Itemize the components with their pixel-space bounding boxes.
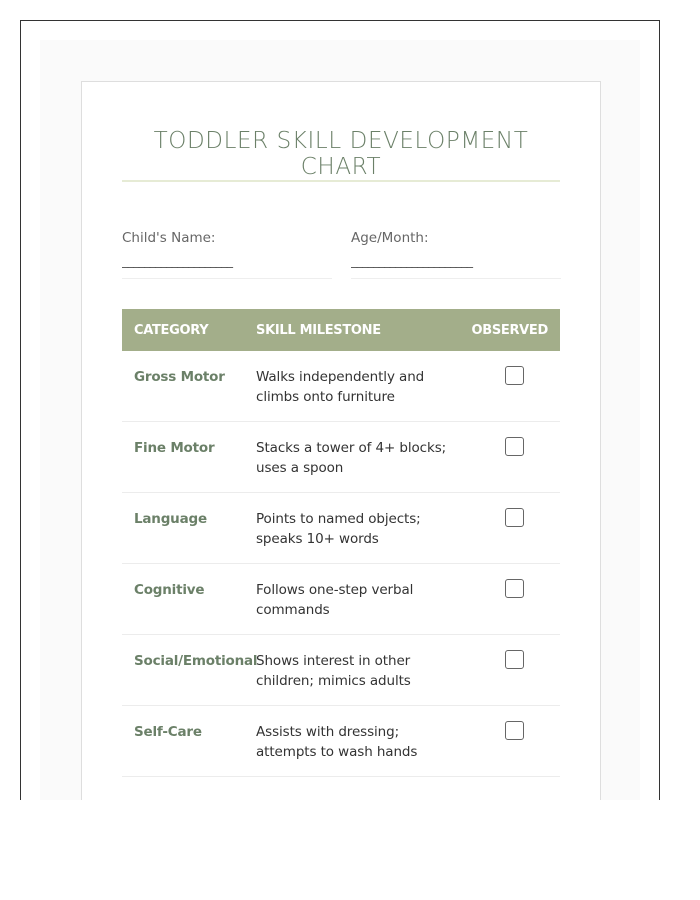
observed-checkbox[interactable]	[505, 508, 524, 527]
header-category: CATEGORY	[134, 322, 209, 338]
table-row	[122, 351, 560, 422]
skill-text-line: speaks 10+ words	[256, 531, 379, 547]
skill-text-line: climbs onto furniture	[256, 389, 395, 405]
skill-cell	[256, 422, 462, 478]
skill-cell	[256, 564, 462, 620]
observed-checkbox[interactable]	[505, 650, 524, 669]
category-cell: Language	[134, 511, 207, 527]
skill-text-line: uses a spoon	[256, 460, 344, 476]
table-header	[122, 309, 560, 351]
table-row	[122, 706, 560, 777]
observed-checkbox[interactable]	[505, 366, 524, 385]
skill-cell	[256, 706, 462, 762]
category-cell: Social/Emotional	[134, 653, 258, 669]
skill-text-line: Shows interest in other	[256, 653, 411, 669]
child-name-blank[interactable]: ____________________	[122, 254, 232, 269]
table-row	[122, 564, 560, 635]
child-name-label: Child's Name:	[122, 230, 216, 246]
table-row	[122, 422, 560, 493]
age-month-field[interactable]	[351, 230, 561, 269]
category-cell: Gross Motor	[134, 369, 225, 385]
header-observed: OBSERVED	[471, 322, 548, 338]
skill-text-line: Assists with dressing;	[256, 724, 400, 740]
age-month-label: Age/Month:	[351, 230, 429, 246]
skill-text-line: Points to named objects;	[256, 511, 421, 527]
category-cell: Fine Motor	[134, 440, 215, 456]
observed-checkbox[interactable]	[505, 721, 524, 740]
skill-text-line: children; mimics adults	[256, 673, 411, 689]
skill-cell	[256, 635, 462, 691]
observed-checkbox[interactable]	[505, 437, 524, 456]
title-divider	[122, 180, 560, 182]
category-cell: Cognitive	[134, 582, 205, 598]
skill-text-line: commands	[256, 602, 330, 618]
skill-text-line: Walks independently and	[256, 369, 425, 385]
skill-cell	[256, 351, 462, 407]
category-cell: Self-Care	[134, 724, 202, 740]
observed-checkbox[interactable]	[505, 579, 524, 598]
skill-cell	[256, 493, 462, 549]
field-divider	[122, 278, 332, 279]
skill-text-line: Stacks a tower of 4+ blocks;	[256, 440, 447, 456]
field-divider	[351, 278, 561, 279]
chart-card	[81, 81, 601, 800]
header-skill-milestone: SKILL MILESTONE	[256, 322, 381, 338]
skills-table	[122, 309, 560, 777]
child-name-field[interactable]	[122, 230, 332, 269]
age-month-blank[interactable]: ______________________	[351, 254, 472, 269]
table-row	[122, 493, 560, 564]
page-title: TODDLER SKILL DEVELOPMENT CHART	[153, 128, 529, 180]
skill-text-line: Follows one-step verbal	[256, 582, 414, 598]
skill-text-line: attempts to wash hands	[256, 744, 418, 760]
table-row	[122, 635, 560, 706]
